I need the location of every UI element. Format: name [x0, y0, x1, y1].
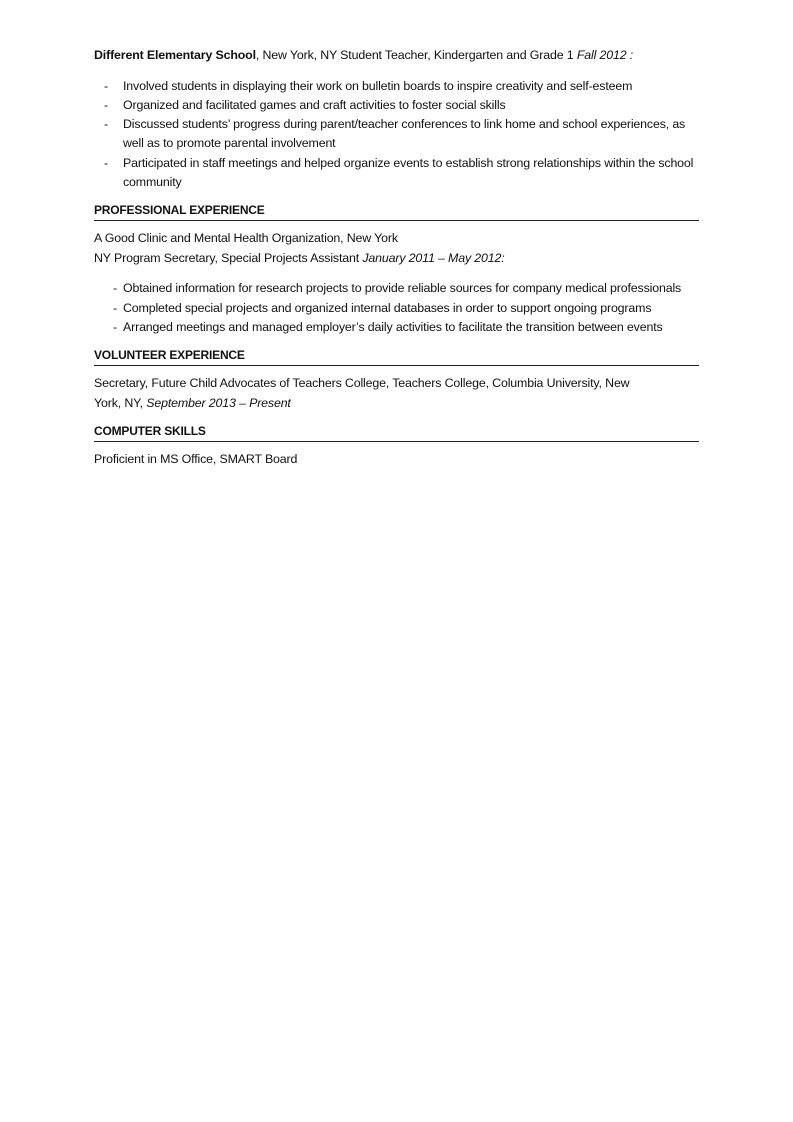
job-details: , New York, NY Student Teacher, Kindergarten and Grade 1: [255, 48, 577, 62]
list-item: - Organized and facilitated games and craft activities to foster social skills: [123, 96, 699, 115]
dash-bullet-icon: -: [104, 155, 108, 170]
dash-bullet-icon: -: [113, 281, 117, 296]
dash-bullet-icon: -: [104, 78, 108, 93]
resume-page: [94, 46, 699, 470]
professional-bullets: [94, 279, 699, 337]
skills-text: Proficient in MS Office, SMART Board: [94, 452, 298, 467]
first-job-bullets: [94, 77, 699, 193]
dash-bullet-icon: -: [104, 117, 108, 132]
volunteer-line-1: Secretary, Future Child Advocates of Teachers College, Teachers College, Columbia University, New: [94, 376, 630, 391]
volunteer-line-2: York, NY, September 2013 – Present: [94, 395, 291, 410]
dash-bullet-icon: -: [113, 319, 117, 334]
school-name: Different Elementary School: [94, 48, 256, 62]
professional-date: January 2011 – May 2012:: [362, 250, 505, 265]
list-item: - Discussed students’ progress during parent/teacher conferences to link home and school experiences, as well as to promote parental involvement: [104, 117, 686, 151]
list-item: - Obtained information for research projects to provide reliable sources for company medical professionals: [123, 279, 699, 298]
professional-org-block: [94, 229, 699, 268]
volunteer-date: September 2013 – Present: [146, 395, 291, 410]
professional-role: NY Program Secretary, Special Projects Assistant January 2011 – May 2012:: [94, 250, 505, 265]
first-job-header: [94, 46, 699, 66]
professional-org: A Good Clinic and Mental Health Organization, New York: [94, 231, 398, 246]
section-heading-skills: COMPUTER SKILLS: [94, 423, 699, 442]
list-item: - Arranged meetings and managed employer’s daily activities to facilitate the transition between events: [123, 318, 699, 337]
job-date: Fall 2012 :: [576, 48, 634, 62]
section-heading-volunteer: VOLUNTEER EXPERIENCE: [94, 347, 699, 366]
list-item: - Participated in staff meetings and helped organize events to establish strong relationships within the school community: [104, 155, 694, 189]
section-heading-professional: PROFESSIONAL EXPERIENCE: [94, 202, 699, 221]
list-item: - Involved students in displaying their work on bulletin boards to inspire creativity and self-esteem: [123, 77, 699, 96]
dash-bullet-icon: -: [104, 97, 108, 112]
volunteer-block: [94, 374, 699, 413]
list-item: - Completed special projects and organized internal databases in order to support ongoing programs: [123, 299, 699, 318]
dash-bullet-icon: -: [113, 300, 117, 315]
